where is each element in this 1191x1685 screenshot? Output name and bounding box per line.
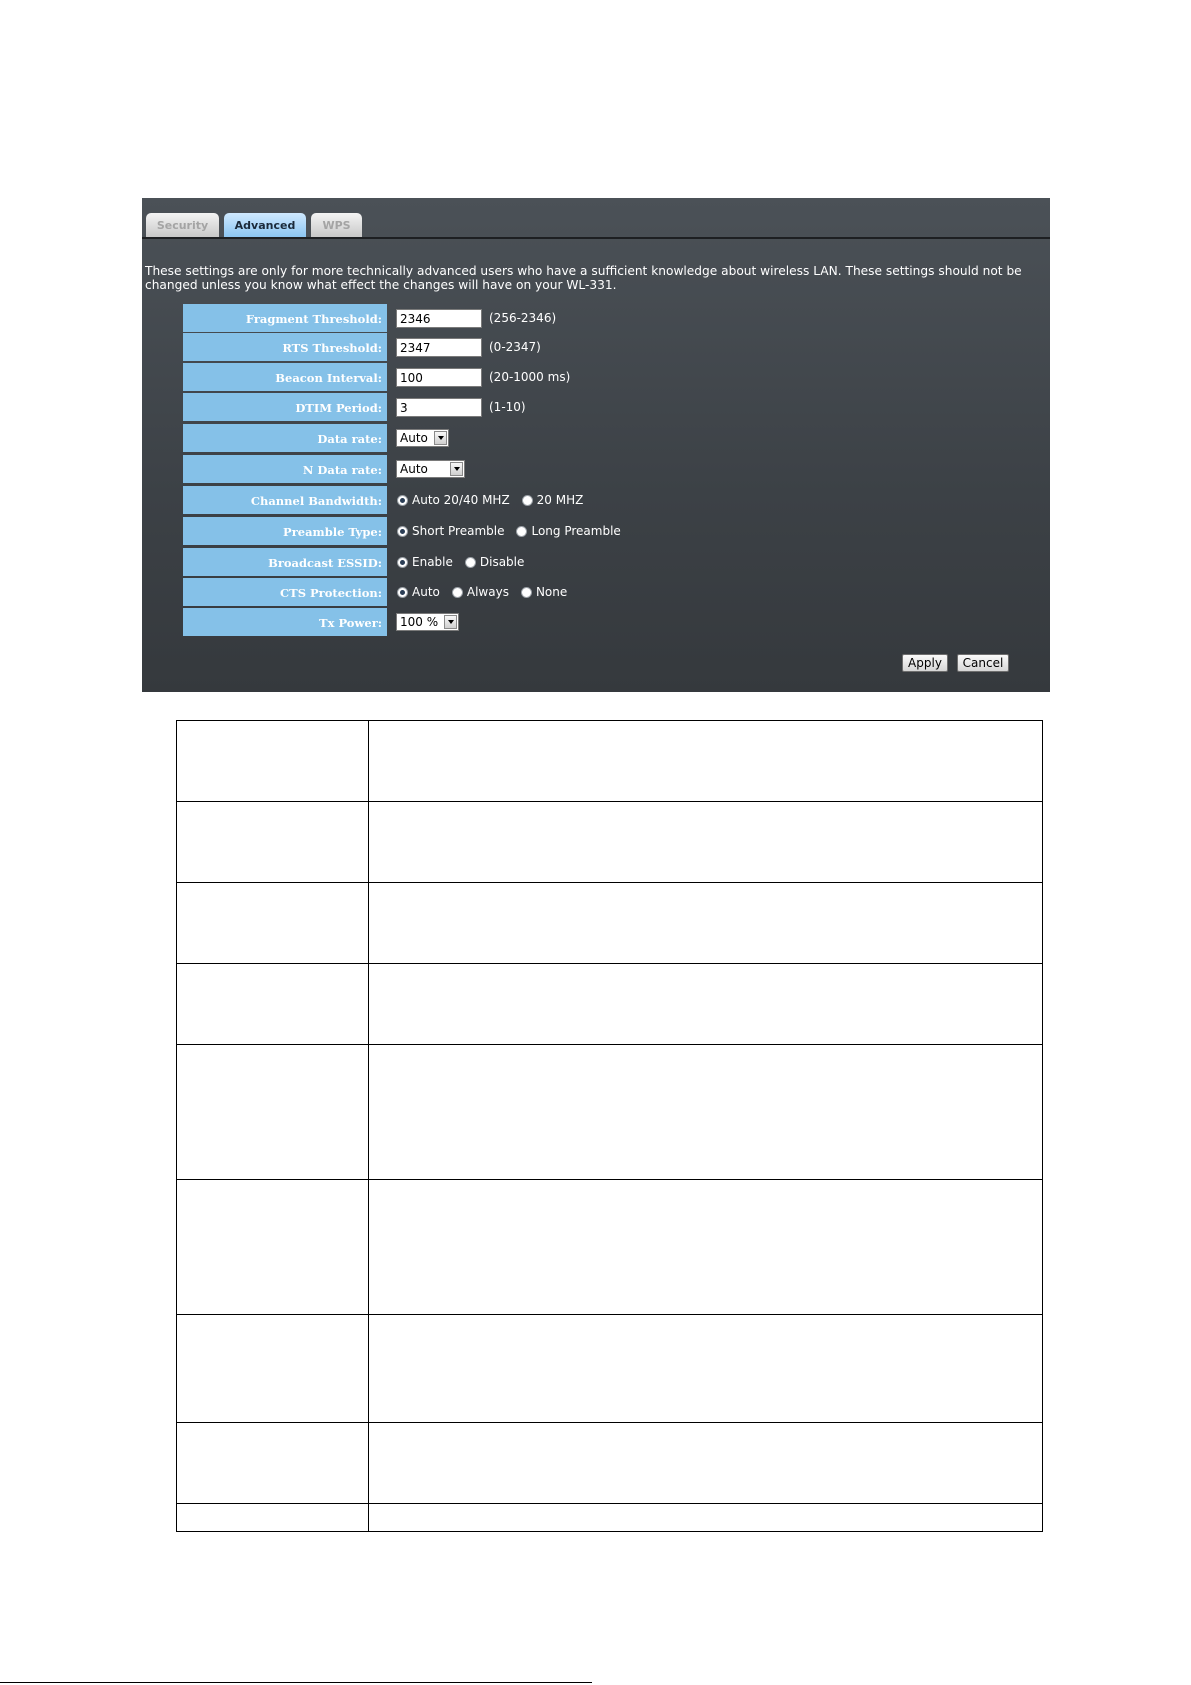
dtim-period-input[interactable]: 3 <box>396 398 482 417</box>
table-cell <box>369 721 1043 802</box>
radio-icon[interactable] <box>452 587 463 598</box>
table-cell <box>369 883 1043 964</box>
n-data-rate-label: N Data rate: <box>183 455 387 483</box>
table-row <box>177 1045 1043 1180</box>
table-cell <box>177 883 369 964</box>
data-rate-select[interactable] <box>396 429 449 447</box>
table-cell <box>177 721 369 802</box>
cts-auto-option[interactable] <box>397 585 440 599</box>
cts-protection-label: CTS Protection: <box>183 578 387 606</box>
preamble-type-row <box>183 517 1003 545</box>
table-cell <box>177 802 369 883</box>
channel-bandwidth-20-option[interactable] <box>522 493 584 507</box>
cts-none-option[interactable] <box>521 585 567 599</box>
preamble-long-label: Long Preamble <box>531 524 621 538</box>
fragment-threshold-input[interactable]: 2346 <box>396 309 482 328</box>
broadcast-essid-label: Broadcast ESSID: <box>183 548 387 576</box>
dtim-period-row <box>183 393 1003 421</box>
table-cell <box>177 1504 369 1532</box>
beacon-interval-hint: (20-1000 ms) <box>489 370 571 384</box>
table-row <box>177 802 1043 883</box>
cts-always-option[interactable] <box>452 585 509 599</box>
tx-power-select[interactable] <box>396 613 459 631</box>
fragment-threshold-label: Fragment Threshold: <box>183 304 387 332</box>
tab-wps[interactable]: WPS <box>311 213 362 237</box>
channel-bandwidth-row <box>183 486 1003 514</box>
cts-always-label: Always <box>466 585 509 599</box>
cts-protection-row <box>183 578 1003 606</box>
preamble-short-label: Short Preamble <box>412 524 505 538</box>
table-cell <box>369 802 1043 883</box>
tab-advanced[interactable]: Advanced <box>224 213 306 237</box>
rts-threshold-label: RTS Threshold: <box>183 333 387 361</box>
channel-bandwidth-label: Channel Bandwidth: <box>183 486 387 514</box>
footnote-divider <box>0 1682 592 1683</box>
radio-selected-icon[interactable] <box>397 587 408 598</box>
radio-icon[interactable] <box>465 557 476 568</box>
essid-disable-label: Disable <box>479 555 525 569</box>
rts-threshold-input[interactable]: 2347 <box>396 338 482 357</box>
table-row <box>177 1180 1043 1315</box>
tx-power-row <box>183 608 1003 636</box>
fragment-threshold-row <box>183 304 1003 332</box>
radio-selected-icon[interactable] <box>397 526 408 537</box>
tx-power-label: Tx Power: <box>183 608 387 636</box>
table-cell <box>177 1315 369 1423</box>
preamble-type-label: Preamble Type: <box>183 517 387 545</box>
chevron-down-icon[interactable] <box>434 431 447 445</box>
chevron-down-icon[interactable] <box>444 615 457 629</box>
table-row <box>177 1504 1043 1532</box>
table-row <box>177 721 1043 802</box>
data-rate-value: Auto <box>400 430 428 445</box>
radio-icon[interactable] <box>516 526 527 537</box>
beacon-interval-label: Beacon Interval: <box>183 363 387 391</box>
radio-icon[interactable] <box>522 495 533 506</box>
table-cell <box>177 964 369 1045</box>
essid-enable-label: Enable <box>412 555 453 569</box>
n-data-rate-value: Auto <box>400 461 428 476</box>
tab-divider <box>142 237 1050 239</box>
tab-security[interactable]: Security <box>146 213 219 237</box>
beacon-interval-input[interactable]: 100 <box>396 368 482 387</box>
cancel-button[interactable]: Cancel <box>957 654 1009 672</box>
table-row <box>177 964 1043 1045</box>
data-rate-row <box>183 424 1003 452</box>
n-data-rate-select[interactable] <box>396 460 465 478</box>
intro-text: These settings are only for more technically advanced users who have a sufficient knowledge about wireless LAN. These settings should not be changed unless you know what effect the changes will have on your WL-331. <box>145 264 1022 292</box>
n-data-rate-row <box>183 455 1003 483</box>
table-cell <box>369 1180 1043 1315</box>
preamble-long-option[interactable] <box>516 524 620 538</box>
channel-bandwidth-20-label: 20 MHZ <box>536 493 584 507</box>
fragment-threshold-hint: (256-2346) <box>489 311 557 325</box>
table-cell <box>369 1423 1043 1504</box>
broadcast-essid-row <box>183 548 1003 576</box>
channel-bandwidth-auto-option[interactable] <box>397 493 510 507</box>
radio-icon[interactable] <box>521 587 532 598</box>
data-rate-label: Data rate: <box>183 424 387 452</box>
tx-power-value: 100 % <box>400 614 439 629</box>
table-cell <box>369 1045 1043 1180</box>
channel-bandwidth-auto-label: Auto 20/40 MHZ <box>412 493 510 507</box>
settings-description-table <box>176 720 1043 1532</box>
table-cell <box>369 1315 1043 1423</box>
table-row <box>177 883 1043 964</box>
radio-selected-icon[interactable] <box>397 557 408 568</box>
table-cell <box>369 964 1043 1045</box>
essid-enable-option[interactable] <box>397 555 453 569</box>
rts-threshold-hint: (0-2347) <box>489 340 541 354</box>
beacon-interval-row <box>183 363 1003 391</box>
preamble-short-option[interactable] <box>397 524 504 538</box>
table-row <box>177 1423 1043 1504</box>
dtim-period-hint: (1-10) <box>489 400 526 414</box>
table-cell <box>369 1504 1043 1532</box>
table-cell <box>177 1045 369 1180</box>
table-row <box>177 1315 1043 1423</box>
table-cell <box>177 1423 369 1504</box>
apply-button[interactable]: Apply <box>902 654 948 672</box>
cts-none-label: None <box>535 585 568 599</box>
advanced-settings-panel <box>142 198 1050 692</box>
chevron-down-icon[interactable] <box>450 462 463 476</box>
dtim-period-label: DTIM Period: <box>183 393 387 421</box>
cts-auto-label: Auto <box>412 585 440 599</box>
radio-selected-icon[interactable] <box>397 495 408 506</box>
rts-threshold-row <box>183 333 1003 361</box>
essid-disable-option[interactable] <box>465 555 525 569</box>
table-cell <box>177 1180 369 1315</box>
